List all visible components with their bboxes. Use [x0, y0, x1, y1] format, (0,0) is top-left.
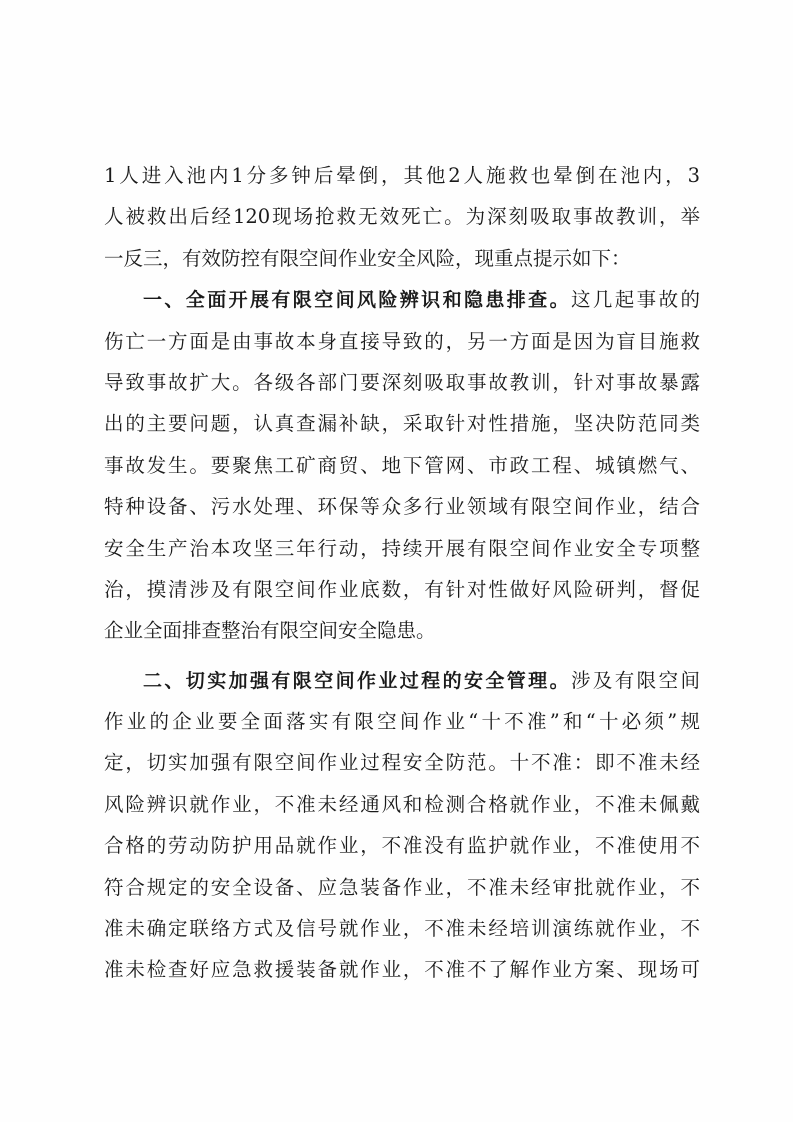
text-line: 安全生产治本攻坚三年行动，持续开展有限空间作业安全专项整 [104, 536, 700, 560]
text-line: 准未确定联络方式及信号就作业，不准未经培训演练就作业，不 [104, 917, 700, 941]
text-line: 治，摸清涉及有限空间作业底数，有针对性做好风险研判，督促 [104, 577, 700, 601]
section-operation-safety [104, 660, 700, 991]
section-heading: 一、全面开展有限空间风险辨识和隐患排查。 [143, 289, 571, 312]
text-line: 作业的企业要全面落实有限空间作业“十不准”和“十必须”规 [104, 710, 700, 734]
section-risk-identification [104, 279, 700, 652]
text-line: 合格的劳动防护用品就作业，不准没有监护就作业，不准使用不 [104, 834, 700, 858]
text-line: 导致事故扩大。各级各部门要深刻吸取事故教训，针对事故暴露 [104, 370, 700, 394]
text-line: 1人进入池内1分多钟后晕倒，其他2人施救也晕倒在池内，3 [104, 164, 700, 187]
text-line: 一反三，有效防控有限空间作业安全风险，现重点提示如下： [104, 246, 631, 270]
text-line: 定，切实加强有限空间作业过程安全防范。十不准：即不准未经 [104, 751, 700, 775]
document-body [104, 155, 700, 991]
section-first-line [104, 279, 700, 320]
text-line: 伤亡一方面是由事故本身直接导致的，另一方面是因为盲目施救 [104, 329, 700, 353]
text-line: 符合规定的安全设备、应急装备作业，不准未经审批就作业，不 [104, 875, 700, 899]
text-line: 风险辨识就作业，不准未经通风和检测合格就作业，不准未佩戴 [104, 792, 700, 816]
paragraph-intro [104, 155, 700, 279]
text-line: 特种设备、污水处理、环保等众多行业领域有限空间作业，结合 [104, 495, 700, 519]
section-text: 这几起事故的 [570, 288, 700, 312]
text-line: 出的主要问题，认真查漏补缺，采取针对性措施，坚决防范同类 [104, 412, 700, 436]
section-text: 涉及有限空间 [570, 668, 700, 692]
section-first-line [104, 660, 700, 701]
text-line: 事故发生。要聚焦工矿商贸、地下管网、市政工程、城镇燃气、 [104, 453, 700, 477]
text-line: 企业全面排查整治有限空间安全隐患。 [104, 619, 436, 643]
section-heading: 二、切实加强有限空间作业过程的安全管理。 [143, 669, 571, 692]
text-line: 准未检查好应急救援装备就作业，不准不了解作业方案、现场可 [104, 958, 700, 982]
text-line: 人被救出后经120现场抢救无效死亡。为深刻吸取事故教训，举 [104, 205, 700, 229]
paragraph-gap [104, 652, 700, 660]
